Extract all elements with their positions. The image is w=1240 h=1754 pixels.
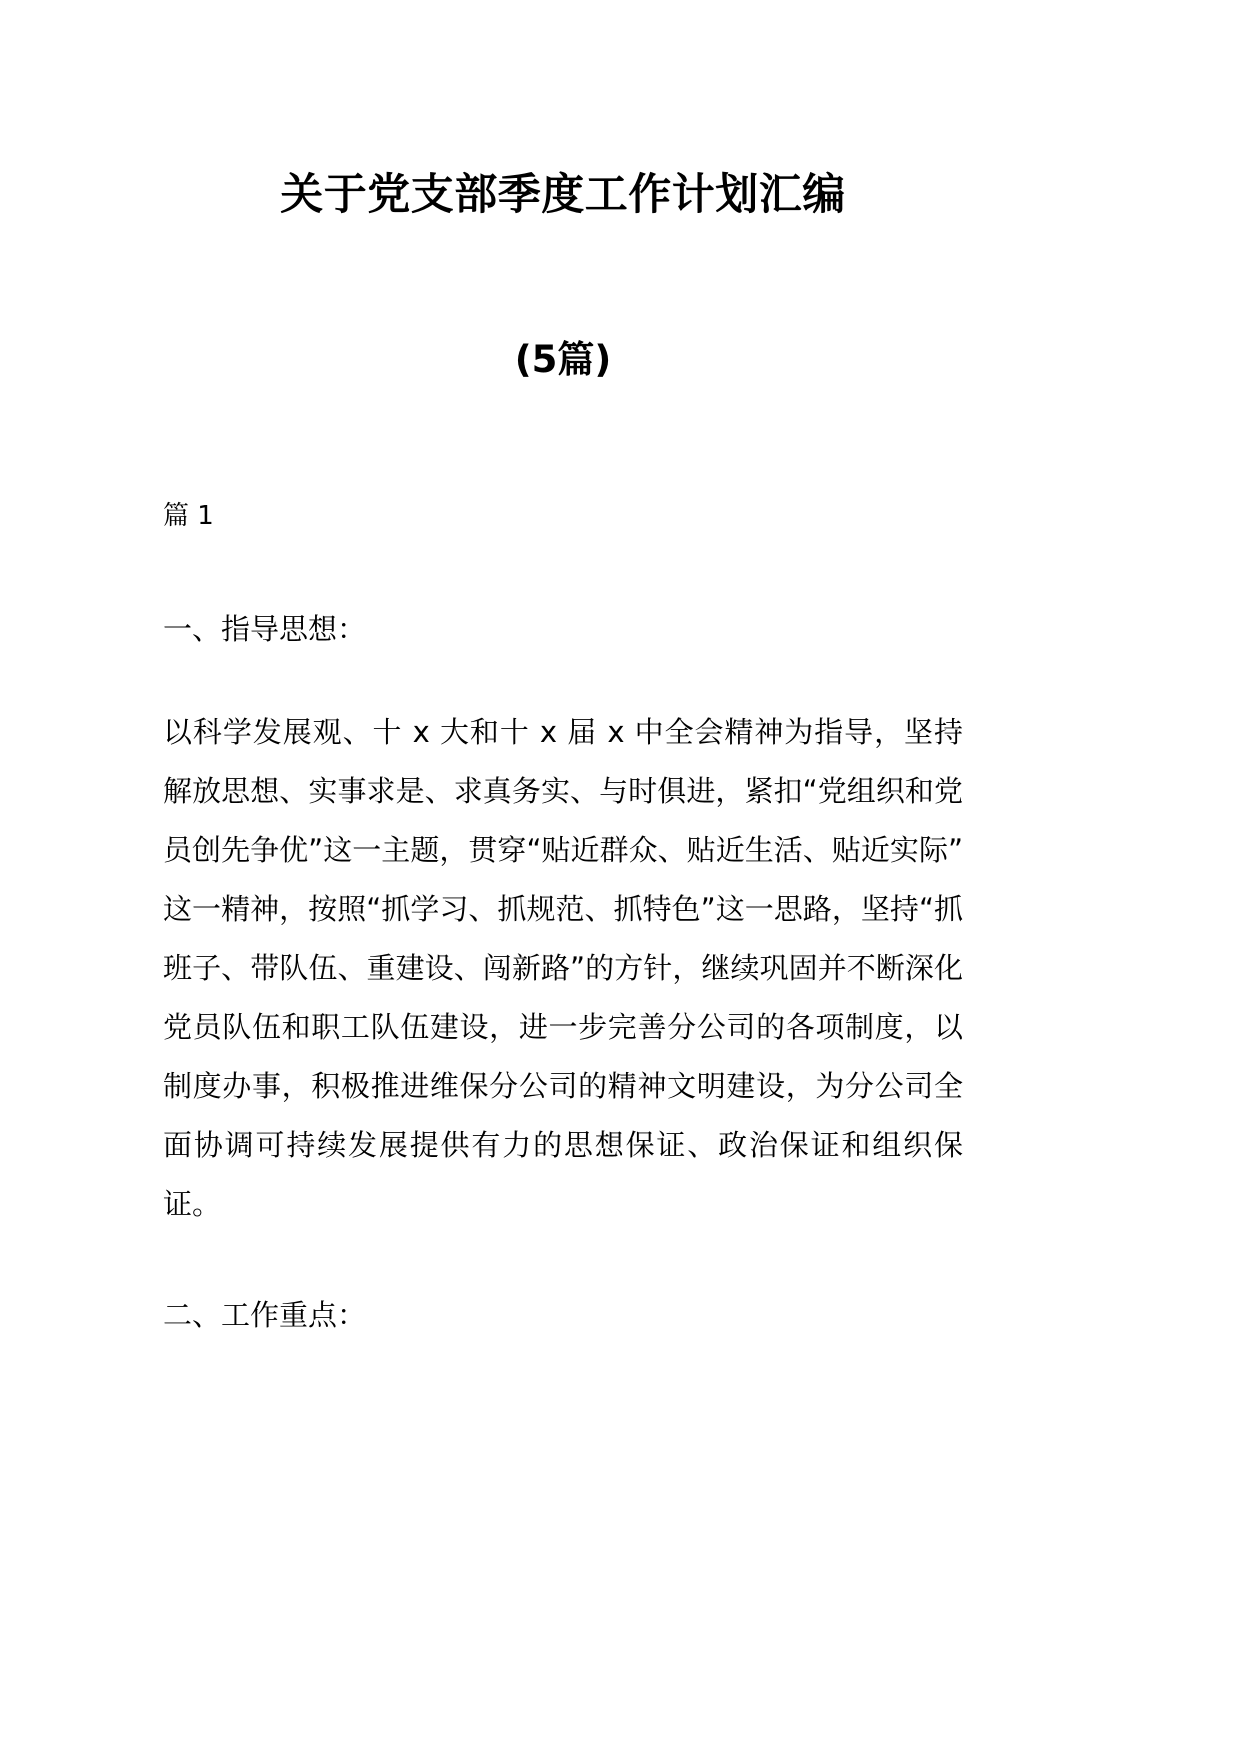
- page-title: 关于党支部季度工作计划汇编: [280, 170, 846, 220]
- series-label: 篇 1: [163, 500, 214, 531]
- document-content: [163, 0, 963, 1455]
- section-heading-work-focus: 二、工作重点：: [163, 1297, 367, 1332]
- page-bottom-spacer: [163, 1335, 963, 1455]
- section-heading-guiding-ideology: 一、指导思想：: [163, 611, 367, 646]
- section-paragraph-guiding-ideology: 以科学发展观、十 x 大和十 x 届 x 中全会精神为指导，坚持解放思想、实事求是、求真务实、与时俱进，紧扣“党组织和党员创先争优”这一主题，贯穿“贴近群众、贴近生活、贴近实际”这一精神，按照“抓学习、抓规范、抓特色”这一思路，坚持“抓班子、带队伍、重建设、闯新路”的方针，继续巩固并不断深化党员队伍和职工队伍建设，进一步完善分公司的各项制度，以制度办事，积极推进维保分公司的精神文明建设，为分公司全面协调可持续发展提供有力的思想保证、政治保证和组织保证。: [163, 714, 963, 1221]
- document-subtitle: (5篇): [514, 337, 612, 381]
